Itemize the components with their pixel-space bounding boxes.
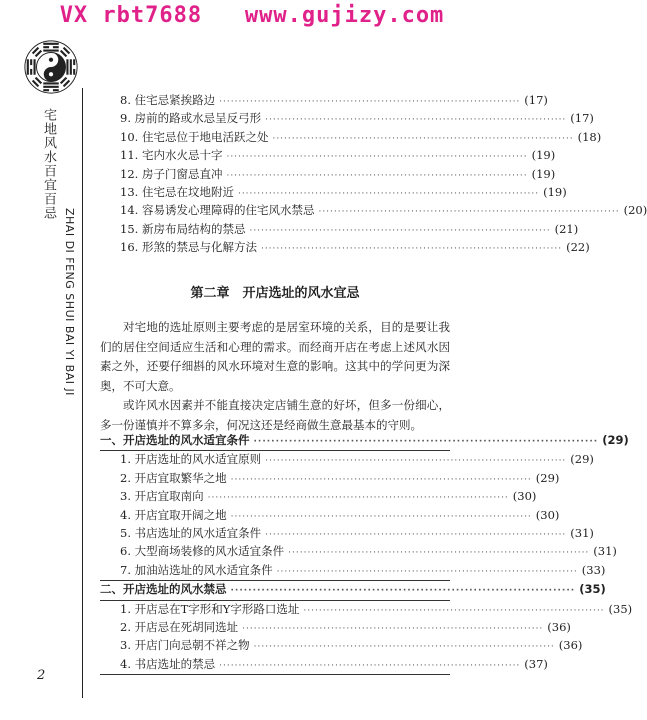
- toc-item[interactable]: 4. 书店选址的禁忌 ·············································································· (37): [120, 656, 548, 671]
- toc-item[interactable]: 16. 形煞的禁忌与化解方法 ·············································································· (22): [120, 240, 590, 255]
- chapter-intro-paragraph: 或许风水因素并不能直接决定店铺生意的好坏，但多一份细心，多一份谨慎并不算多余，何况这还是经商做生意最基本的守则。: [100, 398, 450, 432]
- chapter-title: 第二章 开店选址的风水宜忌: [190, 286, 360, 301]
- toc-item[interactable]: 13. 住宅忌在坟地附近 ·············································································· (19): [120, 184, 567, 199]
- toc-item[interactable]: 2. 开店宜取繁华之地 ·············································································· (29): [120, 470, 560, 485]
- toc-section-heading[interactable]: 二、开店选址的风水禁忌 ·············································································· (35): [100, 582, 606, 597]
- toc-list-sections: [100, 432, 633, 675]
- toc-item[interactable]: 8. 住宅忌紧挨路边 ·············································································· (17): [120, 93, 548, 107]
- page-number: 2: [37, 668, 46, 683]
- toc-item[interactable]: 3. 开店门向忌朝不祥之物 ·············································································· (36): [120, 638, 583, 653]
- chapter-intro-paragraph: 对宅地的选址原则主要考虑的是居室环境的关系，目的是要让我们的居住空间适应生活和心理的需求。而经商开店在考虑上述风水因素之外，还要仔细斟的风水环境对生意的影响。这其中的学问更为深奥，不可大意。: [100, 320, 450, 393]
- toc-item[interactable]: 1. 开店选址的风水适宜原则 ·············································································· (29): [120, 452, 594, 467]
- toc-item[interactable]: 11. 宅内水火忌十字 ·············································································· (19): [120, 148, 556, 163]
- toc-item[interactable]: 7. 加油站选址的风水适宜条件 ·············································································· (33): [120, 562, 606, 577]
- spine-title-cn: 宅地风水百宜百忌: [41, 108, 56, 220]
- toc-item[interactable]: 3. 开店宜取南向 ·············································································· (30): [120, 489, 537, 504]
- toc-item[interactable]: 9. 房前的路或水忌呈反弓形 ·············································································· (17): [120, 111, 594, 126]
- toc-list-top: [100, 92, 647, 258]
- toc-item[interactable]: 4. 开店宜取开阔之地 ·············································································· (30): [120, 507, 560, 522]
- toc-item[interactable]: 1. 开店忌在T字形和Y字形路口选址 ·············································································· (35): [120, 601, 633, 616]
- toc-item[interactable]: 12. 房子门窗忌直冲 ·············································································· (19): [120, 166, 556, 181]
- toc-item[interactable]: 15. 新房布局结构的禁忌 ·············································································· (21): [120, 221, 579, 236]
- spine-divider: [82, 88, 83, 698]
- watermark-text: VX rbt7688 www.gujizy.com: [59, 3, 445, 28]
- toc-section-heading[interactable]: 一、开店选址的风水适宜条件 ·············································································· (29): [100, 433, 629, 447]
- section-rule: [100, 674, 450, 675]
- toc-item[interactable]: 5. 书店选址的风水适宜条件 ·············································································· (31): [120, 525, 594, 540]
- toc-item[interactable]: 10. 住宅忌位于地电活跃之处 ·············································································· (18): [120, 129, 602, 144]
- spine-title-pinyin: ZHAI DI FENG SHUI BAI YI BAI JI: [63, 208, 76, 396]
- bagua-taiji-icon: [22, 38, 80, 96]
- toc-item[interactable]: 2. 开店忌在死胡同选址 ·············································································· (36): [120, 619, 571, 634]
- toc-item[interactable]: 6. 大型商场装修的风水适宜条件 ·············································································· (31): [120, 544, 617, 559]
- toc-item[interactable]: 14. 容易诱发心理障碍的住宅风水禁忌 ·············································································· (20): [120, 203, 647, 218]
